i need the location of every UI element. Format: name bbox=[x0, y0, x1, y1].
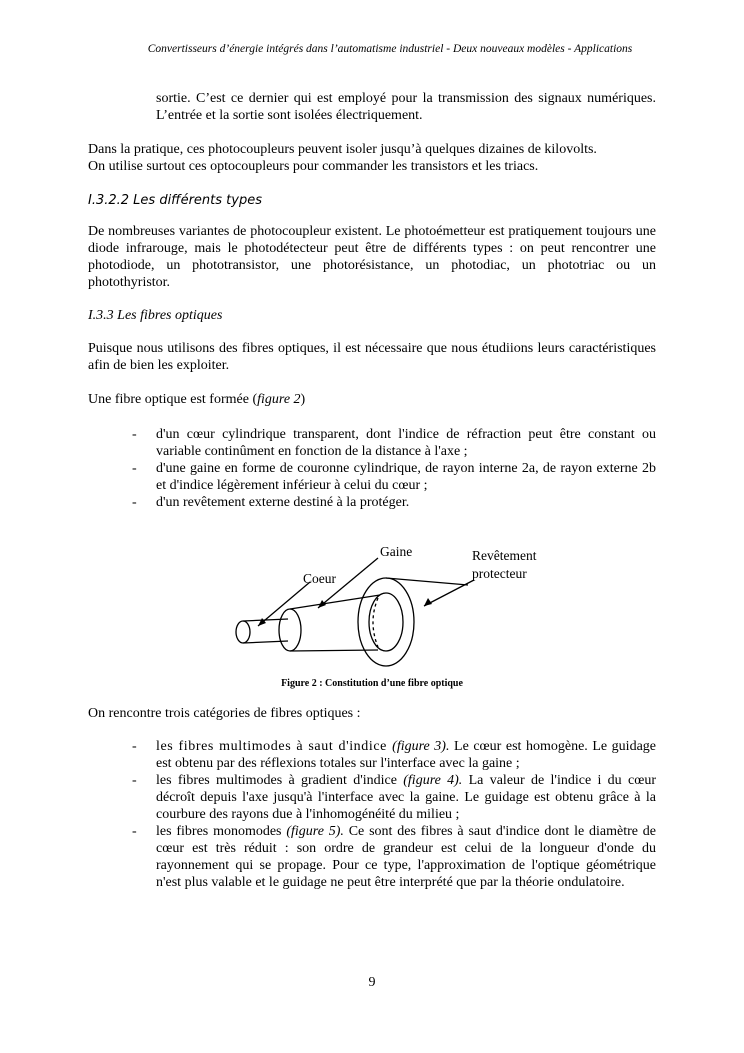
gaine-front-ellipse bbox=[279, 609, 301, 651]
paragraph-pratique-line-1: Dans la pratique, ces photocoupleurs peuvent isoler jusqu’à quelques dizaines de kilovolts. bbox=[88, 142, 597, 157]
list-item-text: les fibres multimodes à gradient d'indice bbox=[156, 773, 404, 788]
paragraph-formee-text: Une fibre optique est formée ( bbox=[88, 392, 258, 407]
dash-bullet: - bbox=[132, 495, 137, 510]
dash-bullet: - bbox=[132, 461, 137, 476]
paragraph-formee bbox=[88, 391, 656, 408]
list-item-text: La valeur de l'indice i du cœur décroît depuis l'axe jusqu'à l'interface avec la gaine. Le guidage est obtenu grâce à la courbure des rayons due à l'inhomogénéité du milieu ; bbox=[156, 773, 656, 822]
list-item bbox=[88, 772, 656, 823]
label-gaine: Gaine bbox=[380, 544, 413, 559]
paragraph-sortie: sortie. C’est ce dernier qui est employé pour la transmission des signaux numériques. L’entrée et la sortie sont isolées électriquement. bbox=[156, 91, 656, 123]
fibre-components-list bbox=[88, 426, 656, 511]
list-item-text: Ce sont des fibres à saut d'indice dont le diamètre de cœur est très réduit : son ordre de grandeur est celui de la longueur d'onde du rayonnement qui se propage. Pour ce type, l'approximation de l'optique géométrique n'est plus valable et le guidage ne peut être interprété que par la théorie ondulatoire. bbox=[156, 824, 657, 890]
list-item bbox=[88, 823, 656, 891]
paragraph-categories: On rencontre trois catégories de fibres optiques : bbox=[88, 706, 361, 721]
running-header-text: Convertisseurs d’énergie intégrés dans l’automatisme industriel - Deux nouveaux modèles - Applications bbox=[147, 43, 633, 55]
figure-reference: (figure 4). bbox=[403, 773, 463, 788]
paragraph-pratique-line-2: On utilise surtout ces optocoupleurs pour commander les transistors et les triacs. bbox=[88, 159, 539, 174]
page-number: 9 bbox=[368, 975, 376, 990]
gaine-top-edge bbox=[290, 595, 380, 609]
list-item bbox=[88, 460, 656, 494]
dash-bullet: - bbox=[132, 824, 137, 839]
figure-2-reference: figure 2 bbox=[257, 392, 301, 407]
revetement-disk-outer bbox=[358, 578, 414, 666]
revetement-top-line bbox=[386, 578, 468, 585]
revetement-disk-inner bbox=[369, 593, 403, 651]
dash-bullet: - bbox=[132, 427, 137, 442]
paragraph-formee-close: ) bbox=[300, 392, 306, 407]
dash-bullet: - bbox=[132, 773, 137, 788]
paragraph-fibres: Puisque nous utilisons des fibres optiques, il est nécessaire que nous étudiions leurs caractéristiques afin de bien les exploiter. bbox=[88, 341, 656, 373]
gaine-hidden-edge bbox=[373, 598, 378, 647]
dash-bullet: - bbox=[132, 739, 137, 754]
list-item bbox=[88, 426, 656, 460]
list-item bbox=[88, 738, 656, 772]
coeur-arrow-icon bbox=[258, 618, 266, 626]
figure-caption-text: Figure 2 : Constitution d’une fibre optique bbox=[281, 678, 463, 689]
list-item bbox=[88, 494, 656, 511]
fibre-optique-figure bbox=[228, 540, 548, 675]
list-item-text: Le cœur est homogène. Le guidage est obtenu par des réflexions totales sur l'interface avec la gaine ; bbox=[156, 739, 656, 771]
figure-caption bbox=[0, 678, 744, 690]
figure-reference: (figure 3). bbox=[392, 739, 450, 754]
label-coeur: Coeur bbox=[303, 571, 336, 586]
list-item-text: d'une gaine en forme de couronne cylindrique, de rayon interne 2a, de rayon externe 2b et d'indice légèrement inférieur à celui du cœur ; bbox=[156, 461, 656, 493]
coeur-front-ellipse bbox=[236, 621, 250, 643]
list-item-text: d'un cœur cylindrique transparent, dont l'indice de réfraction peut être constant ou variable continûment en fonction de la distance à l'axe ; bbox=[156, 427, 656, 459]
paragraph-pratique bbox=[88, 141, 656, 175]
label-protecteur: protecteur bbox=[472, 566, 527, 581]
fibre-categories-list bbox=[88, 738, 656, 891]
list-item-text: d'un revêtement externe destiné à la protéger. bbox=[156, 495, 410, 510]
paragraph-types: De nombreuses variantes de photocoupleur existent. Le photoémetteur est pratiquement toujours une diode infrarouge, mais le photodétecteur peut être de différents types : on peut rencontrer une photodiode, un phototransistor, une photorésistance, un photodiac, un phototriac ou un photothyristor. bbox=[88, 224, 656, 290]
section-heading-types: I.3.2.2 Les différents types bbox=[88, 193, 262, 208]
list-item-text: les fibres multimodes à saut d'indice bbox=[156, 739, 393, 754]
running-header bbox=[0, 42, 744, 56]
list-item-text: les fibres monomodes bbox=[156, 824, 287, 839]
figure-reference: (figure 5). bbox=[286, 824, 344, 839]
section-heading-fibres: I.3.3 Les fibres optiques bbox=[88, 308, 223, 323]
label-revetement: Revêtement bbox=[472, 548, 537, 563]
